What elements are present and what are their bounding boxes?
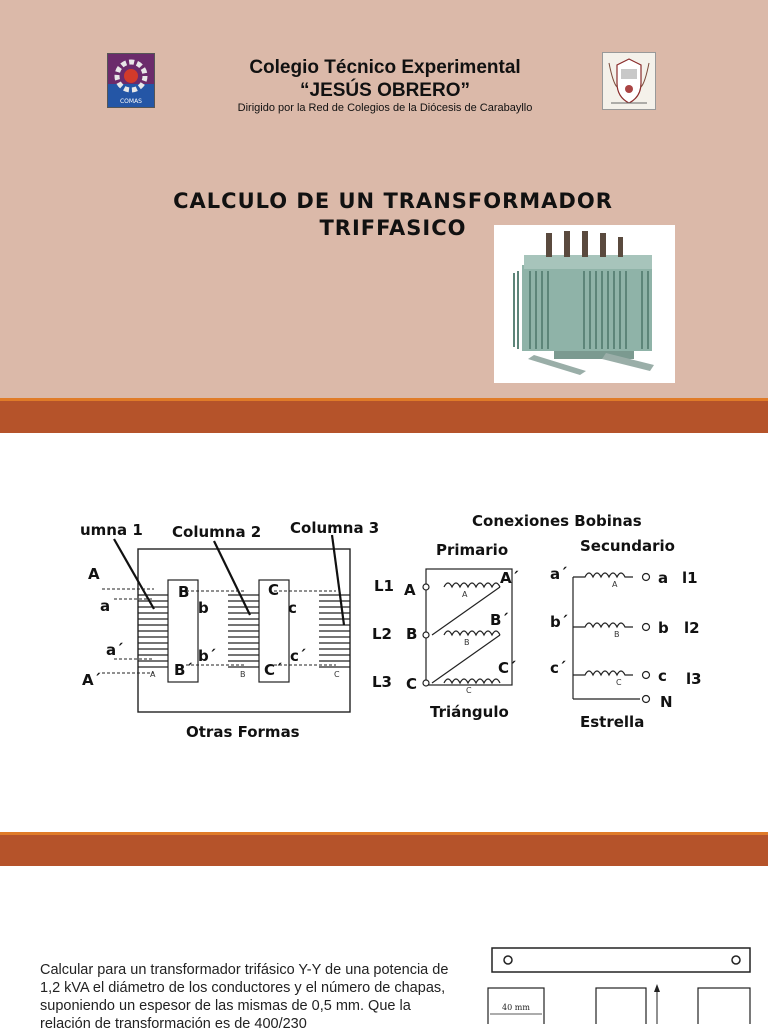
coil-label-C: C (334, 670, 340, 679)
star-label-a-prime: a´ (550, 565, 568, 583)
school-note: Dirigido por la Red de Colegios de la Diócesis de Carabayllo (237, 102, 533, 114)
transformer-photo (494, 225, 675, 383)
label-estrella: Estrella (580, 713, 645, 731)
label-c: c (288, 599, 297, 617)
label-column-1: umna 1 (80, 521, 143, 539)
star-label-N: N (660, 693, 673, 711)
star-coil-a: A (612, 580, 618, 589)
delta-label-C-prime: C´ (498, 659, 517, 677)
label-c-prime: c´ (290, 647, 307, 665)
diocese-seal (602, 52, 656, 110)
dimension-label: 40 mm (502, 1003, 530, 1012)
title-line-2: TRIFFASICO (319, 216, 467, 240)
label-triangulo: Triángulo (430, 703, 509, 721)
star-label-b: b (658, 619, 669, 637)
label-B: B (178, 583, 190, 601)
label-column-2: Columna 2 (172, 523, 262, 541)
star-connection (573, 573, 650, 703)
label-a: a (100, 597, 111, 615)
separator-band-2 (0, 835, 768, 866)
label-secundario: Secundario (580, 537, 675, 555)
coil-label-B: B (240, 670, 246, 679)
delta-coil-C: C (466, 686, 472, 695)
delta-label-A-prime: A´ (500, 569, 520, 587)
star-label-l2: l2 (684, 619, 700, 637)
label-L1: L1 (374, 577, 394, 595)
star-label-l3: l3 (686, 670, 702, 688)
label-a-prime: a´ (106, 641, 124, 659)
label-b: b (198, 599, 209, 617)
coat-of-arms-icon (603, 53, 655, 109)
label-L2: L2 (372, 625, 392, 643)
label-otras-formas: Otras Formas (186, 723, 300, 737)
school-subname: “JESÚS OBRERO” (300, 80, 470, 101)
delta-coil-B: B (464, 638, 470, 647)
label-C: C (268, 581, 280, 599)
transformer-connection-diagram (74, 505, 719, 737)
star-label-l1: l1 (682, 569, 698, 587)
label-A-prime: A´ (82, 671, 102, 689)
star-label-b-prime: b´ (550, 613, 569, 631)
title-slide (0, 0, 768, 398)
gear-logo-icon (108, 54, 154, 107)
star-label-a: a (658, 569, 669, 587)
label-column-3: Columna 3 (290, 519, 380, 537)
delta-label-B: B (406, 625, 418, 643)
label-b-prime: b´ (198, 647, 217, 665)
coil-label-A: A (150, 670, 156, 679)
school-logo (107, 53, 155, 108)
logo-label: COMAS (119, 98, 143, 105)
label-conexiones: Conexiones Bobinas (472, 512, 642, 530)
label-L3: L3 (372, 673, 392, 691)
separator-band-1 (0, 401, 768, 433)
label-C-prime: C´ (264, 661, 283, 679)
lamination-figure (486, 940, 756, 1024)
label-primario: Primario (436, 541, 509, 559)
star-label-c: c (658, 667, 667, 685)
delta-label-C: C (406, 675, 418, 693)
delta-coil-A: A (462, 590, 468, 599)
label-A: A (88, 565, 100, 583)
school-name: Colegio Técnico Experimental (249, 57, 521, 78)
star-coil-c: C (616, 678, 622, 687)
delta-label-A: A (404, 581, 416, 599)
problem-statement: Calcular para un transformador trifásico Y-Y de una potencia de 1,2 kVA el diámetro de los conductores y el número de chapas, suponiendo un espesor de las mismas de 0,5 mm. Que la relación de transformación es de 400/230 (40, 962, 449, 1032)
delta-label-B-prime: B´ (490, 611, 509, 629)
transformer-image-icon (494, 225, 675, 383)
core-lamination-drawing (486, 940, 756, 1024)
star-label-c-prime: c´ (550, 659, 567, 677)
coil-column-2 (228, 595, 259, 667)
coil-column-3 (319, 595, 350, 667)
windings-diagram (74, 505, 719, 737)
label-B-prime: B´ (174, 661, 193, 679)
star-coil-b: B (614, 630, 620, 639)
title-line-1: CALCULO DE UN TRANSFORMADOR (173, 189, 613, 213)
